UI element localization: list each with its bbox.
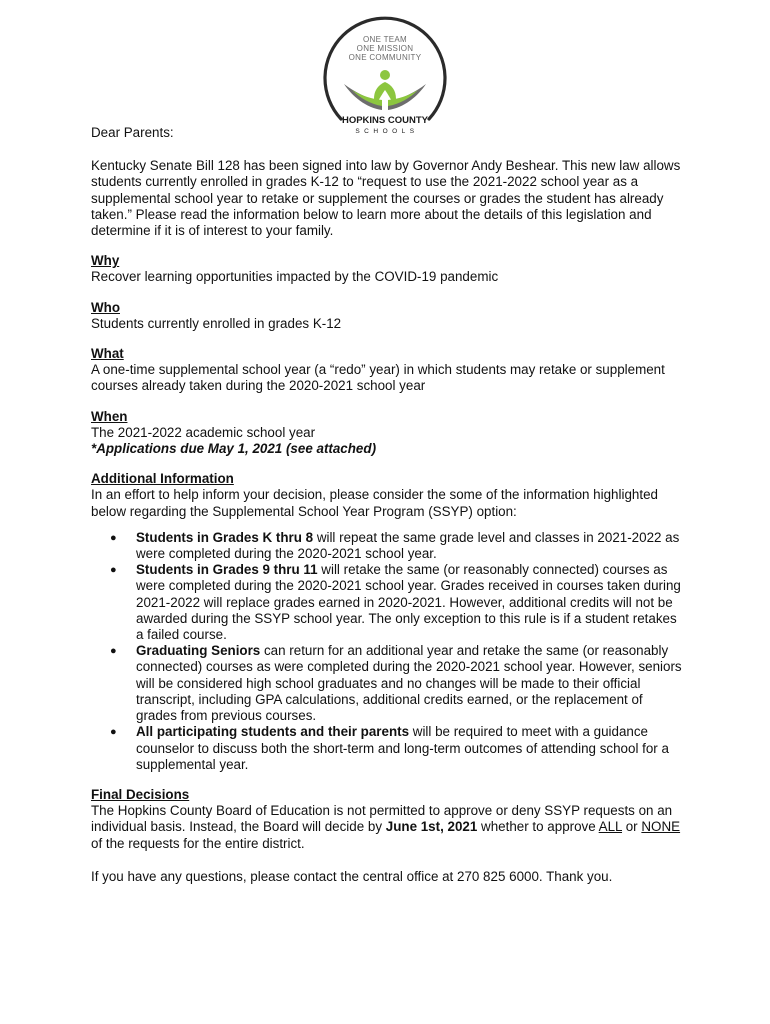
section-what (91, 346, 687, 395)
bullet-bold: All participating students and their parents (136, 724, 410, 740)
text-why: Recover learning opportunities impacted by the COVID-19 pandemic (91, 269, 499, 285)
greeting: Dear Parents: (91, 125, 174, 140)
logo-tagline-3: ONE COMMUNITY (348, 53, 422, 62)
option-all: ALL (598, 819, 623, 835)
text-final-decisions (91, 803, 687, 852)
list-item (110, 724, 687, 773)
bullet-text: can return for an additional year and retake the same (or reasonably connected) courses as were completed during the 2020-2021 school year. However, seniors will be considered high school graduates and no changes will be made to their official transcript, including GPA calculations, additional credits earned, or the replacement of grades from previous courses. (136, 643, 682, 724)
option-none: NONE (641, 819, 681, 835)
logo-ring (325, 18, 445, 119)
list-item (110, 562, 687, 643)
bullet-icon: ● (110, 645, 117, 658)
letter-body (91, 125, 687, 885)
list-item (110, 529, 687, 562)
heading-additional-information: Additional Information (91, 471, 234, 487)
application-deadline-note: *Applications due May 1, 2021 (see attached) (91, 441, 377, 457)
logo-sub: SCHOOLS (355, 128, 419, 135)
bullet-bold: Graduating Seniors (136, 643, 261, 659)
bullet-icon: ● (110, 531, 117, 544)
section-why (91, 253, 687, 285)
section-who (91, 300, 687, 332)
bullet-text: will repeat the same grade level and classes in 2021-2022 as were completed during the 2020-2021 school year. (136, 529, 680, 562)
section-additional-information (91, 471, 687, 773)
ssyp-bullet-list (91, 530, 687, 773)
heading-when: When (91, 408, 128, 424)
logo-tagline-2: ONE MISSION (356, 44, 414, 53)
decision-date: June 1st, 2021 (385, 819, 478, 835)
text-when: The 2021-2022 academic school year (91, 424, 316, 440)
list-item (110, 643, 687, 724)
logo-tagline-1: ONE TEAM (362, 35, 408, 44)
intro-paragraph: Kentucky Senate Bill 128 has been signed into law by Governor Andy Beshear. This new law allows students currently enrolled in grades K-12 to “request to use the 2021-2022 school year as a supplemental school year to retake or supplement the courses or grades the student has already taken.” Please read the information below to learn more about the details of this legislation and determine if it is of interest to your family. (91, 158, 681, 239)
bullet-icon: ● (110, 564, 117, 577)
logo-name: HOPKINS COUNTY (341, 115, 429, 126)
heading-who: Who (91, 299, 120, 315)
text-who: Students currently enrolled in grades K-12 (91, 315, 342, 331)
bullet-text: will retake the same (or reasonably connected) courses as were completed during the 2020-2021 school year. Grades received in courses taken during 2021-2022 will replace grades earned in 2020-2021. However, additional credits will not be awarded during the SSYP school year. The only exception to this rule is if a student retakes a failed course. (136, 562, 681, 643)
text-additional-information: In an effort to help inform your decision, please consider the some of the information highlighted below regarding the Supplemental School Year Program (SSYP) option: (91, 487, 658, 519)
final-text-part-3: or (622, 819, 642, 835)
heading-why: Why (91, 253, 120, 269)
section-final-decisions (91, 787, 687, 852)
bullet-text: will be required to meet with a guidance counselor to discuss both the short-term and long-term outcomes of attending school for a supplemental year. (136, 724, 669, 772)
final-text-part-2: whether to approve (477, 819, 599, 835)
heading-what: What (91, 346, 124, 362)
bullet-bold: Students in Grades 9 thru 11 (136, 562, 318, 578)
bullet-bold: Students in Grades K thru 8 (136, 529, 314, 545)
final-text-part-1: The Hopkins County Board of Education is not permitted to approve or deny SSYP requests on an individual basis. Instead, the Board will decide by (91, 803, 673, 835)
logo-figure-head (380, 70, 390, 80)
closing-line: If you have any questions, please contact the central office at 270 825 6000. Thank you. (91, 868, 613, 884)
heading-final-decisions: Final Decisions (91, 786, 190, 802)
bullet-icon: ● (110, 726, 117, 739)
section-when (91, 409, 687, 458)
final-text-part-4: of the requests for the entire district. (91, 835, 305, 851)
text-what: A one-time supplemental school year (a “redo” year) in which students may retake or supplement courses already taken during the 2020-2021 school year (91, 362, 665, 394)
